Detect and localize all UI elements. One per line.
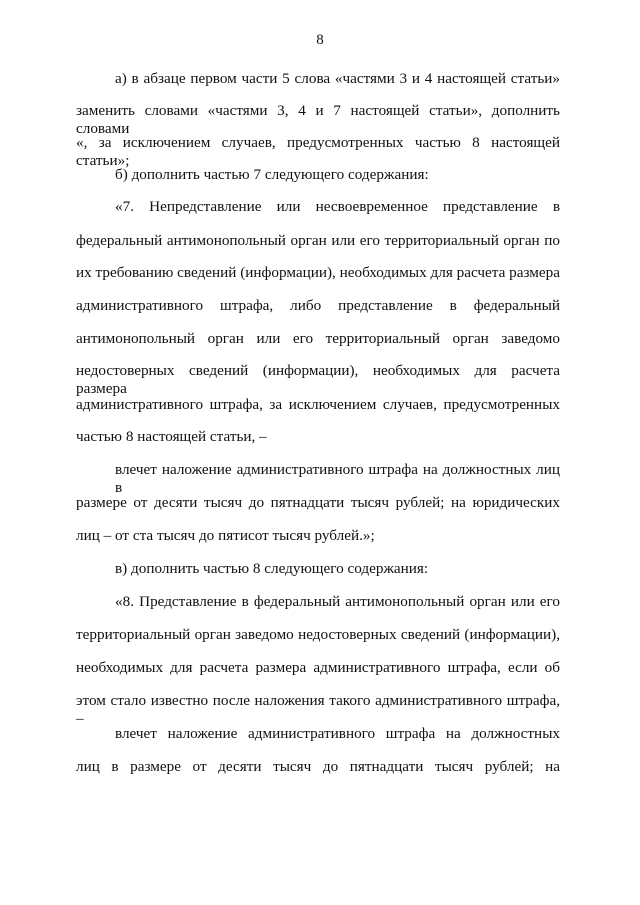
text-line: частью 8 настоящей статьи, – [76, 428, 267, 445]
text-line: административного штрафа, либо представление в федеральный [76, 297, 560, 314]
text-line: необходимых для расчета размера административного штрафа, если об [76, 659, 560, 676]
text-line: влечет наложение административного штрафа на должностных [115, 725, 560, 742]
text-line: федеральный антимонопольный орган или его территориальный орган по [76, 232, 560, 249]
text-line: «7. Непредставление или несвоевременное представление в [115, 198, 560, 215]
text-line: «8. Представление в федеральный антимонопольный орган или его [115, 593, 560, 610]
text-line: этом стало известно после наложения такого административного штрафа, – [76, 692, 560, 727]
text-line: недостоверных сведений (информации), необходимых для расчета размера [76, 362, 560, 397]
text-line: территориальный орган заведомо недостоверных сведений (информации), [76, 626, 560, 643]
text-line: лиц – от ста тысяч до пятисот тысяч рублей.»; [76, 527, 375, 544]
text-line: «, за исключением случаев, предусмотренных частью 8 настоящей статьи»; [76, 134, 560, 169]
text-line: в) дополнить частью 8 следующего содержания: [115, 560, 429, 577]
text-line: административного штрафа, за исключением случаев, предусмотренных [76, 396, 560, 413]
text-line: влечет наложение административного штрафа на должностных лиц в [115, 461, 560, 496]
text-line: лиц в размере от десяти тысяч до пятнадцати тысяч рублей; на [76, 758, 560, 775]
text-line: заменить словами «частями 3, 4 и 7 настоящей статьи», дополнить словами [76, 102, 560, 137]
text-line: размере от десяти тысяч до пятнадцати тысяч рублей; на юридических [76, 494, 560, 511]
page-number: 8 [316, 32, 324, 48]
text-line: антимонопольный орган или его территориальный орган заведомо [76, 330, 560, 347]
text-line: а) в абзаце первом части 5 слова «частями 3 и 4 настоящей статьи» [115, 70, 560, 87]
text-line: их требованию сведений (информации), необходимых для расчета размера [76, 264, 560, 281]
text-line: б) дополнить частью 7 следующего содержания: [115, 166, 429, 183]
